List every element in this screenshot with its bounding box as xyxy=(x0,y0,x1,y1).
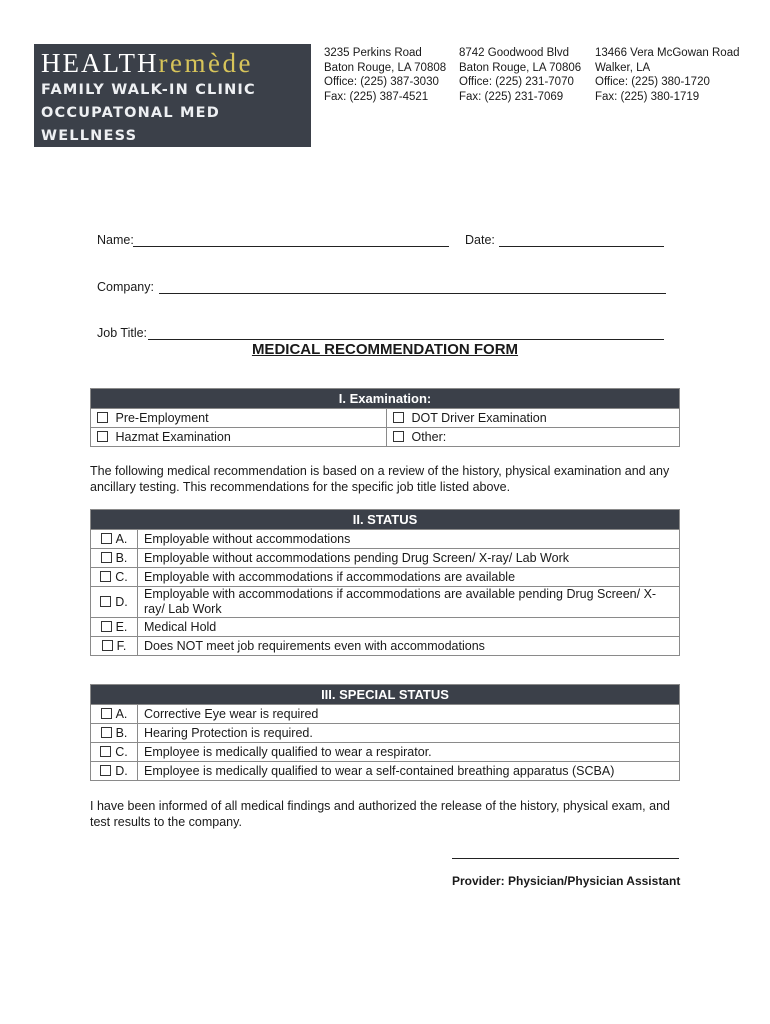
checkbox[interactable] xyxy=(393,412,404,423)
status-row xyxy=(91,637,680,656)
location-street: 8742 Goodwood Blvd xyxy=(459,47,569,59)
logo-line-1: FAMILY WALK-IN CLINIC xyxy=(41,82,256,98)
status-text: Employable with accommodations if accommodations are available xyxy=(138,568,680,587)
provider-signature-label: Provider: Physician/Physician Assistant xyxy=(452,874,681,888)
location-fax: Fax: (225) 231-7069 xyxy=(459,90,564,103)
exam-option[interactable]: Pre-Employment xyxy=(91,409,387,428)
date-label: Date: xyxy=(465,233,495,247)
date-field[interactable] xyxy=(499,246,664,247)
exam-option[interactable]: DOT Driver Examination xyxy=(387,409,680,428)
special-status-checkbox[interactable]: C. xyxy=(91,743,138,762)
location-fax: Fax: (225) 380-1719 xyxy=(595,90,700,103)
special-status-text: Hearing Protection is required. xyxy=(138,724,680,743)
location-city: Walker, LA xyxy=(595,61,651,74)
special-status-header: III. SPECIAL STATUS xyxy=(91,685,680,705)
name-field[interactable] xyxy=(133,246,449,247)
status-text: Employable with accommodations if accommodations are available pending Drug Screen/ X-ray/ Lab Work xyxy=(138,587,680,618)
location-office-phone: Office: (225) 380-1720 xyxy=(595,76,710,88)
location-street: 13466 Vera McGowan Road xyxy=(595,47,740,59)
job-title-field[interactable] xyxy=(148,339,664,340)
location-city: Baton Rouge, LA 70806 xyxy=(459,61,582,74)
examination-table xyxy=(90,388,680,447)
checkbox[interactable] xyxy=(100,571,111,582)
checkbox[interactable] xyxy=(101,552,112,563)
examination-header: I. Examination: xyxy=(91,389,680,409)
provider-signature-line[interactable] xyxy=(452,858,679,859)
name-label: Name: xyxy=(97,233,134,247)
status-checkbox[interactable]: F. xyxy=(91,637,138,656)
intro-paragraph: The following medical recommendation is based on a review of the history, physical examination and any ancillary testing. This recommendations for the specific job title listed above. xyxy=(90,464,670,494)
logo-brand xyxy=(41,48,305,79)
status-table xyxy=(90,509,680,656)
status-row xyxy=(91,587,680,618)
checkbox[interactable] xyxy=(102,640,113,651)
location-street: 3235 Perkins Road xyxy=(324,47,422,59)
job-title-label: Job Title: xyxy=(97,326,148,340)
special-status-row xyxy=(91,762,680,781)
location-address-2 xyxy=(459,46,581,104)
checkbox[interactable] xyxy=(101,621,112,632)
checkbox[interactable] xyxy=(101,533,112,544)
special-status-checkbox[interactable]: D. xyxy=(91,762,138,781)
checkbox[interactable] xyxy=(101,727,112,738)
status-checkbox[interactable]: A. xyxy=(91,530,138,549)
checkbox[interactable] xyxy=(100,746,111,757)
special-status-text: Employee is medically qualified to wear a self-contained breathing apparatus (SCBA) xyxy=(138,762,680,781)
checkbox[interactable] xyxy=(100,596,111,607)
checkbox[interactable] xyxy=(101,708,112,719)
location-address-3 xyxy=(595,46,739,104)
checkbox[interactable] xyxy=(97,412,108,423)
status-checkbox[interactable]: B. xyxy=(91,549,138,568)
status-text: Employable without accommodations pending Drug Screen/ X-ray/ Lab Work xyxy=(138,549,680,568)
special-status-text: Employee is medically qualified to wear a respirator. xyxy=(138,743,680,762)
logo-brand-main: HEALTH xyxy=(41,48,159,78)
status-row xyxy=(91,568,680,587)
logo-line-3: WELLNESS xyxy=(41,128,138,144)
status-checkbox[interactable]: E. xyxy=(91,618,138,637)
clinic-logo xyxy=(34,44,311,147)
special-status-row xyxy=(91,705,680,724)
company-field[interactable] xyxy=(159,293,666,294)
status-row xyxy=(91,530,680,549)
location-address-1 xyxy=(324,46,446,104)
company-label: Company: xyxy=(97,280,154,294)
status-text: Medical Hold xyxy=(138,618,680,637)
status-row xyxy=(91,618,680,637)
checkbox[interactable] xyxy=(97,431,108,442)
checkbox[interactable] xyxy=(393,431,404,442)
exam-option[interactable]: Hazmat Examination xyxy=(91,428,387,447)
consent-paragraph: I have been informed of all medical findings and authorized the release of the history, physical exam, and test results to the company. xyxy=(90,799,670,829)
special-status-row xyxy=(91,724,680,743)
special-status-table xyxy=(90,684,680,781)
status-checkbox[interactable]: C. xyxy=(91,568,138,587)
status-row xyxy=(91,549,680,568)
logo-line-2: OCCUPATONAL MED xyxy=(41,105,221,121)
special-status-checkbox[interactable]: A. xyxy=(91,705,138,724)
special-status-checkbox[interactable]: B. xyxy=(91,724,138,743)
checkbox[interactable] xyxy=(100,765,111,776)
special-status-row xyxy=(91,743,680,762)
status-header: II. STATUS xyxy=(91,510,680,530)
status-checkbox[interactable]: D. xyxy=(91,587,138,618)
location-fax: Fax: (225) 387-4521 xyxy=(324,90,429,103)
exam-option[interactable]: Other: xyxy=(387,428,680,447)
location-office-phone: Office: (225) 231-7070 xyxy=(459,76,574,88)
location-city: Baton Rouge, LA 70808 xyxy=(324,61,447,74)
status-text: Employable without accommodations xyxy=(138,530,680,549)
logo-brand-accent: remède xyxy=(158,48,253,78)
form-title: MEDICAL RECOMMENDATION FORM xyxy=(251,341,519,358)
status-text: Does NOT meet job requirements even with accommodations xyxy=(138,637,680,656)
location-office-phone: Office: (225) 387-3030 xyxy=(324,76,439,88)
special-status-text: Corrective Eye wear is required xyxy=(138,705,680,724)
